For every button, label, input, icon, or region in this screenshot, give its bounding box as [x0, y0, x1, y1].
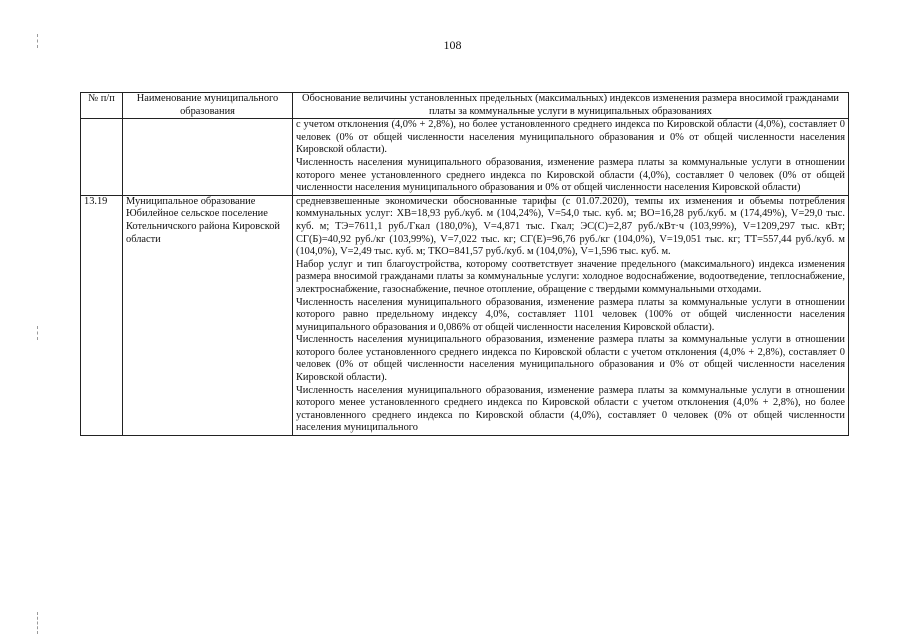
- scan-edge-mark-top: [37, 34, 39, 48]
- header-municipality-name: Наименование муниципального образования: [123, 93, 293, 119]
- row-number-cell: 13.19: [81, 195, 123, 435]
- table-row: [81, 195, 849, 435]
- continuation-name-cell: [123, 119, 293, 196]
- population-below-index-paragraph: Численность населения муниципального образования, изменение размера платы за коммунальные услуги в отношении которого менее установленного среднего индекса по Кировской области с учетом отклонения (4,0% + 2,8%), но более установленного среднего индекса по Кировской области (4,0%), составляет 0 человек (0% от общей численности населения муниципального: [296, 384, 845, 434]
- municipality-name: Муниципальное образование Юбилейное сельское поселение Котельничского района Кировской области: [126, 195, 280, 245]
- tariffs-paragraph: средневзвешенные экономически обоснованные тарифы (с 01.07.2020), темпы их изменения и объемы потребления коммунальных услуг: ХВ=18,93 руб./куб. м (104,24%), V=54,0 тыс. куб. м; ВО=16,28 руб./куб. м (174,49%), V=29,0 тыс. куб. м; ТЭ=7611,1 руб./Гкал (180,0%), V=4,871 тыс. Гкал; ЭС(С)=2,87 руб./кВт·ч (103,99%), V=1209,297 тыс. кВт; СГ(Б)=40,92 руб./кг (103,99%), V=7,022 тыс. кг; СГ(Е)=96,76 руб./кг (104,0%), V=19,051 тыс. кг; ТТ=557,44 руб./куб. м (104,0%), V=2,49 тыс. куб. м; ТКО=841,57 руб./куб. м (104,0%), V=1,596 тыс. куб. м.: [296, 195, 845, 258]
- page-number: 108: [443, 38, 462, 52]
- population-above-index-paragraph: Численность населения муниципального образования, изменение размера платы за коммунальные услуги в отношении которого более установленного среднего индекса по Кировской области с учетом отклонения (4,0% + 2,8%), составляет 0 человек (0% от общей численности населения муниципального образования и 0% от общей численности населения Кировской области).: [296, 334, 845, 384]
- continuation-paragraph: Численность населения муниципального образования, изменение размера платы за коммунальные услуги в отношении которого менее установленного среднего индекса по Кировской области (4,0%), составляет 0 человек (0% от общей численности населения муниципального образования и 0% от общей численности населения Кировской области): [296, 156, 845, 194]
- scan-edge-mark-middle: [37, 326, 39, 340]
- header-number: № п/п: [81, 93, 123, 119]
- table-row-continuation: [81, 119, 849, 196]
- tariff-index-table: [80, 92, 849, 436]
- population-equal-index-paragraph: Численность населения муниципального образования, изменение размера платы за коммунальные услуги в отношении которого равно предельному индексу 4,0%, составляет 1101 человек (100% от общей численности населения муниципального образования и 0,086% от общей численности населения Кировской области).: [296, 296, 845, 333]
- table-header-row: [81, 93, 849, 119]
- row-name-cell: [123, 195, 293, 435]
- scan-edge-mark-bottom: [37, 612, 39, 634]
- continuation-paragraph: с учетом отклонения (4,0% + 2,8%), но более установленного среднего индекса по Кировской области (4,0%), составляет 0 человек (0% от общей численности населения муниципального образования и 0% от общей численности населения Кировской области).: [296, 119, 845, 156]
- row-basis-cell: [293, 195, 849, 435]
- header-basis: Обоснование величины установленных предельных (максимальных) индексов изменения размера вносимой гражданами платы за коммунальные услуги в муниципальных образованиях: [293, 93, 849, 119]
- continuation-number-cell: [81, 119, 123, 196]
- continuation-basis-cell: [293, 119, 849, 196]
- services-paragraph: Набор услуг и тип благоустройства, которому соответствует значение предельного (максимального) индекса изменения размера вносимой гражданами платы за коммунальные услуги: холодное водоснабжение, водоотведение, теплоснабжение, электроснабжение, газоснабжение, печное отопление, обращение с твердыми коммунальными отходами.: [296, 258, 845, 295]
